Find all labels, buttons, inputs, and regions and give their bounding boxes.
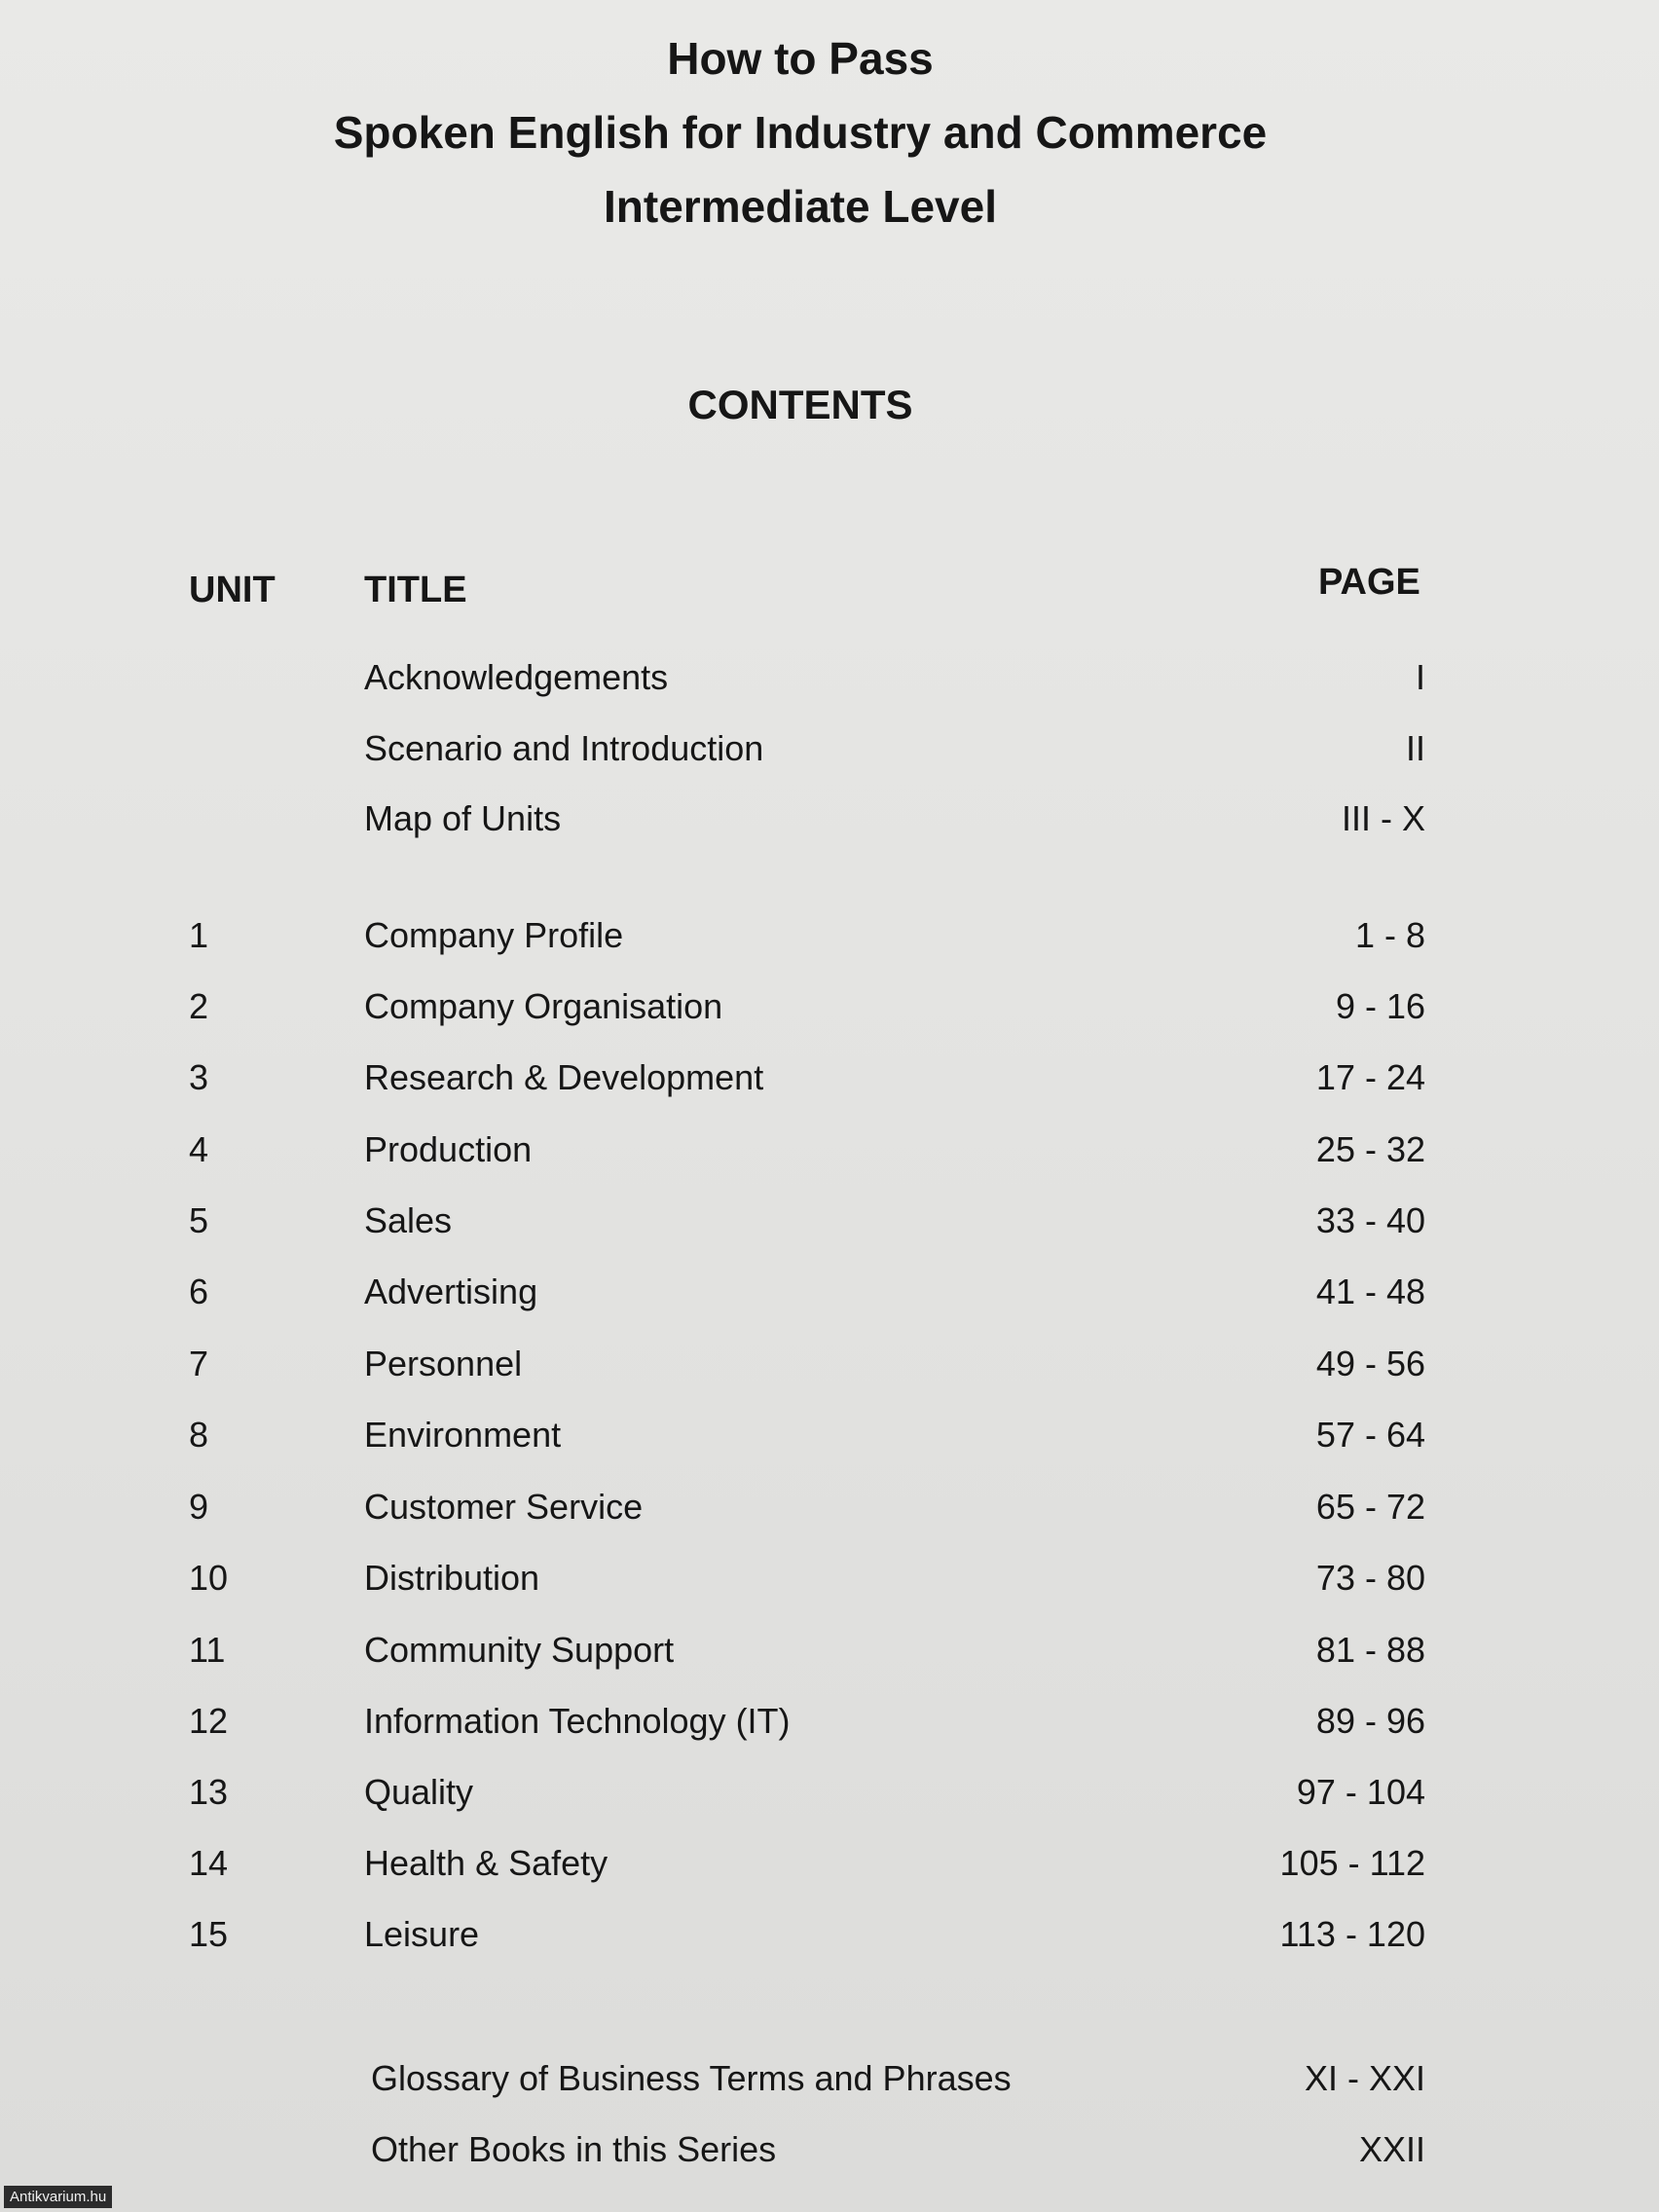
row-title: Quality <box>364 1772 474 1812</box>
row-page: XI - XXI <box>1304 2058 1425 2098</box>
contents-row-unit-6 <box>0 1272 1659 1320</box>
row-page: I <box>1415 657 1425 697</box>
row-unit: 13 <box>189 1772 229 1812</box>
row-unit: 12 <box>189 1701 229 1741</box>
row-title: Acknowledgements <box>364 657 669 697</box>
row-title: Leisure <box>364 1914 480 1954</box>
row-title: Health & Safety <box>364 1843 608 1883</box>
row-unit: 7 <box>189 1344 209 1383</box>
row-page: II <box>1405 728 1425 768</box>
title-line-1: How to Pass <box>667 33 934 84</box>
row-page: 17 - 24 <box>1315 1057 1425 1097</box>
row-page: 105 - 112 <box>1279 1843 1425 1883</box>
contents-row-unit-10 <box>0 1558 1659 1606</box>
column-header-unit: UNIT <box>189 570 276 610</box>
contents-row-front-1 <box>0 728 1659 777</box>
column-header-title: TITLE <box>364 570 467 610</box>
row-page: 97 - 104 <box>1296 1772 1425 1812</box>
row-title: Environment <box>364 1415 562 1455</box>
contents-row-unit-8 <box>0 1415 1659 1463</box>
row-title: Glossary of Business Terms and Phrases <box>371 2058 1012 2098</box>
row-unit: 9 <box>189 1487 209 1527</box>
contents-row-unit-7 <box>0 1344 1659 1392</box>
row-page: 49 - 56 <box>1315 1344 1425 1383</box>
row-title: Scenario and Introduction <box>364 728 764 768</box>
row-title: Company Organisation <box>364 986 723 1026</box>
contents-row-front-2 <box>0 798 1659 847</box>
row-page: 1 - 8 <box>1354 915 1425 955</box>
row-page: 57 - 64 <box>1315 1415 1425 1455</box>
contents-row-unit-13 <box>0 1772 1659 1821</box>
row-title: Advertising <box>364 1272 538 1311</box>
row-page: 25 - 32 <box>1315 1129 1425 1169</box>
watermark-label: Antikvarium.hu <box>4 2186 112 2208</box>
contents-row-unit-2 <box>0 986 1659 1035</box>
row-unit: 3 <box>189 1057 209 1097</box>
column-header-page: PAGE <box>1318 562 1420 603</box>
book-title <box>0 21 1601 243</box>
row-title: Company Profile <box>364 915 624 955</box>
row-page: 73 - 80 <box>1315 1558 1425 1598</box>
row-title: Map of Units <box>364 798 562 838</box>
row-page: 65 - 72 <box>1315 1487 1425 1527</box>
row-unit: 8 <box>189 1415 209 1455</box>
row-unit: 2 <box>189 986 209 1026</box>
contents-row-back-1 <box>0 2129 1659 2178</box>
contents-row-back-0 <box>0 2058 1659 2107</box>
row-unit: 5 <box>189 1200 209 1240</box>
row-page: 81 - 88 <box>1315 1630 1425 1670</box>
contents-row-unit-15 <box>0 1914 1659 1963</box>
contents-row-front-0 <box>0 657 1659 706</box>
row-page: III - X <box>1341 798 1425 838</box>
row-unit: 1 <box>189 915 209 955</box>
row-title: Personnel <box>364 1344 523 1383</box>
row-title: Research & Development <box>364 1057 764 1097</box>
row-title: Community Support <box>364 1630 675 1670</box>
row-title: Other Books in this Series <box>371 2129 777 2169</box>
contents-heading: CONTENTS <box>687 382 913 427</box>
row-unit: 15 <box>189 1914 229 1954</box>
contents-row-unit-11 <box>0 1630 1659 1678</box>
row-page: 113 - 120 <box>1279 1914 1425 1954</box>
contents-row-unit-3 <box>0 1057 1659 1106</box>
contents-row-unit-5 <box>0 1200 1659 1249</box>
row-title: Customer Service <box>364 1487 644 1527</box>
row-title: Information Technology (IT) <box>364 1701 791 1741</box>
contents-row-unit-12 <box>0 1701 1659 1750</box>
row-unit: 10 <box>189 1558 229 1598</box>
contents-row-unit-1 <box>0 915 1659 964</box>
row-unit: 6 <box>189 1272 209 1311</box>
title-line-2: Spoken English for Industry and Commerce <box>333 107 1268 158</box>
row-unit: 11 <box>189 1630 226 1670</box>
row-page: 9 - 16 <box>1335 986 1425 1026</box>
contents-row-unit-9 <box>0 1487 1659 1535</box>
row-unit: 14 <box>189 1843 229 1883</box>
contents-row-unit-4 <box>0 1129 1659 1178</box>
row-title: Sales <box>364 1200 453 1240</box>
row-page: 33 - 40 <box>1315 1200 1425 1240</box>
contents-row-unit-14 <box>0 1843 1659 1892</box>
row-page: 41 - 48 <box>1315 1272 1425 1311</box>
row-page: XXII <box>1358 2129 1425 2169</box>
row-title: Distribution <box>364 1558 540 1598</box>
row-page: 89 - 96 <box>1315 1701 1425 1741</box>
row-title: Production <box>364 1129 533 1169</box>
row-unit: 4 <box>189 1129 209 1169</box>
title-line-3: Intermediate Level <box>604 181 997 232</box>
